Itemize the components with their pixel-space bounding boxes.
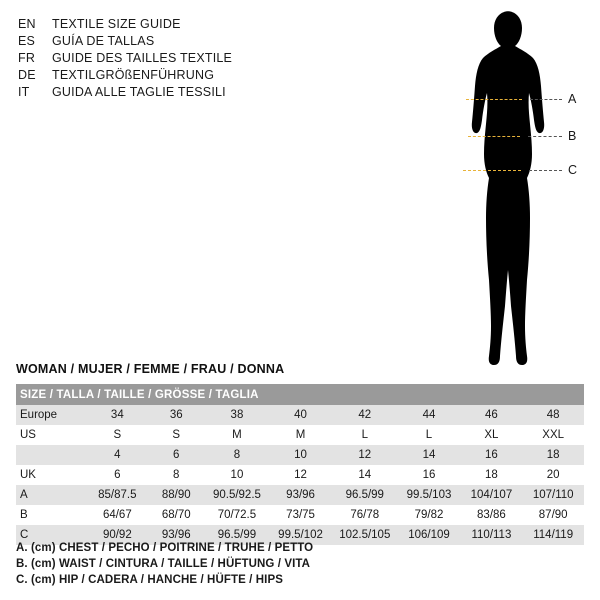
cell: 93/96 (269, 485, 332, 505)
cell: 87/90 (522, 505, 584, 525)
cell: 70/72.5 (205, 505, 269, 525)
language-row-en (18, 16, 318, 33)
chest-label: A (568, 92, 577, 106)
row-label-us: US (16, 425, 87, 445)
cell: 114/119 (522, 525, 584, 545)
cell: 90.5/92.5 (205, 485, 269, 505)
language-text-en: TEXTILE SIZE GUIDE (52, 17, 181, 31)
cell: 36 (148, 405, 205, 425)
cell: 99.5/102 (269, 525, 332, 545)
language-code-es: ES (18, 34, 36, 48)
cell: 14 (397, 445, 460, 465)
note-waist: B. (cm) WAIST / CINTURA / TAILLE / HÜFTUNG / VITA (16, 558, 311, 570)
chest-measure-line (466, 99, 522, 100)
cell: 4 (87, 445, 148, 465)
cell: 42 (332, 405, 397, 425)
cell: 106/109 (397, 525, 460, 545)
cell: 73/75 (269, 505, 332, 525)
row-label-b: B (16, 505, 87, 525)
cell: 18 (522, 445, 584, 465)
cell: 90/92 (87, 525, 148, 545)
table-row (16, 505, 584, 525)
table-row (16, 425, 584, 445)
cell: S (148, 425, 205, 445)
cell: 8 (205, 445, 269, 465)
cell: 38 (205, 405, 269, 425)
row-label-europe: Europe (16, 405, 87, 425)
cell: 99.5/103 (397, 485, 460, 505)
table-row (16, 465, 584, 485)
row-label-uk: UK (16, 465, 87, 485)
language-row-it (18, 84, 318, 101)
chest-lead-line (530, 99, 562, 100)
cell: 85/87.5 (87, 485, 148, 505)
cell: L (397, 425, 460, 445)
body-figure (430, 8, 590, 378)
row-label-a: A (16, 485, 87, 505)
cell: 8 (148, 465, 205, 485)
size-table (16, 384, 584, 545)
language-row-de (18, 67, 318, 84)
language-text-es: GUÍA DE TALLAS (52, 34, 155, 48)
table-header-row (16, 384, 584, 405)
cell: 6 (87, 465, 148, 485)
cell: 14 (332, 465, 397, 485)
cell: 64/67 (87, 505, 148, 525)
row-label-c: C (16, 525, 87, 545)
table-row (16, 445, 584, 465)
cell: XL (461, 425, 523, 445)
cell: M (205, 425, 269, 445)
cell: 93/96 (148, 525, 205, 545)
cell: 16 (397, 465, 460, 485)
cell: 68/70 (148, 505, 205, 525)
language-list (18, 16, 318, 101)
waist-measure-line (468, 136, 520, 137)
language-text-de: TEXTILGRÖßENFÜHRUNG (52, 68, 215, 82)
cell: 88/90 (148, 485, 205, 505)
table-row (16, 485, 584, 505)
row-label-us-numeric (16, 445, 87, 465)
cell: 20 (522, 465, 584, 485)
cell: 48 (522, 405, 584, 425)
language-row-es (18, 33, 318, 50)
cell: M (269, 425, 332, 445)
language-code-en: EN (18, 17, 36, 31)
cell: 107/110 (522, 485, 584, 505)
cell: L (332, 425, 397, 445)
table-row (16, 405, 584, 425)
language-code-fr: FR (18, 51, 36, 65)
section-title: WOMAN / MUJER / FEMME / FRAU / DONNA (16, 362, 285, 376)
cell: 10 (269, 445, 332, 465)
female-silhouette-icon (430, 8, 590, 378)
cell: 40 (269, 405, 332, 425)
cell: 96.5/99 (205, 525, 269, 545)
cell: 44 (397, 405, 460, 425)
cell: 16 (461, 445, 523, 465)
language-text-it: GUIDA ALLE TAGLIE TESSILI (52, 85, 226, 99)
cell: 76/78 (332, 505, 397, 525)
cell: 34 (87, 405, 148, 425)
waist-lead-line (528, 136, 562, 137)
cell: 12 (269, 465, 332, 485)
note-hip: C. (cm) HIP / CADERA / HANCHE / HÜFTE / HIPS (16, 574, 284, 586)
cell: 83/86 (461, 505, 523, 525)
cell: 18 (461, 465, 523, 485)
cell: 79/82 (397, 505, 460, 525)
note-chest: A. (cm) CHEST / PECHO / POITRINE / TRUHE / PETTO (16, 542, 314, 554)
hip-label: C (568, 163, 578, 177)
language-text-fr: GUIDE DES TAILLES TEXTILE (52, 51, 233, 65)
cell: 96.5/99 (332, 485, 397, 505)
cell: 110/113 (461, 525, 523, 545)
hip-measure-line (463, 170, 521, 171)
language-code-it: IT (18, 85, 30, 99)
cell: 12 (332, 445, 397, 465)
cell: 10 (205, 465, 269, 485)
hip-lead-line (529, 170, 562, 171)
language-code-de: DE (18, 68, 36, 82)
cell: 104/107 (461, 485, 523, 505)
cell: XXL (522, 425, 584, 445)
waist-label: B (568, 129, 577, 143)
cell: 102.5/105 (332, 525, 397, 545)
table-header-label: SIZE / TALLA / TAILLE / GRÖSSE / TAGLIA (16, 384, 584, 405)
cell: 6 (148, 445, 205, 465)
measurement-notes (16, 540, 584, 588)
language-row-fr (18, 50, 318, 67)
cell: 46 (461, 405, 523, 425)
cell: S (87, 425, 148, 445)
